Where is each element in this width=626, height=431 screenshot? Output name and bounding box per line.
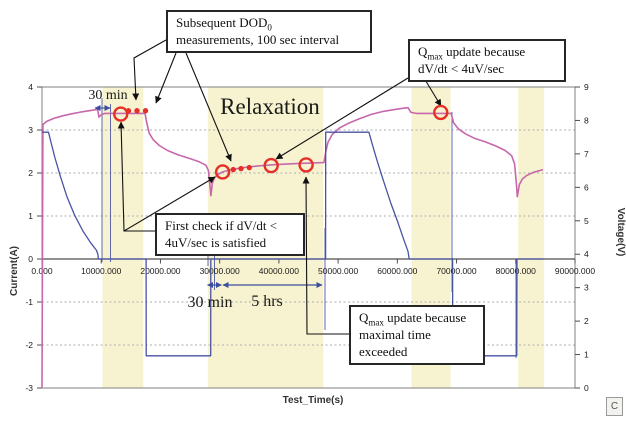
callout-line: measurements, 100 sec interval xyxy=(176,32,340,48)
svg-text:Voltage(V): Voltage(V) xyxy=(615,207,626,257)
svg-text:20000.000: 20000.000 xyxy=(140,266,181,276)
svg-text:0: 0 xyxy=(28,254,33,264)
svg-text:1: 1 xyxy=(584,349,589,360)
dod0-measurement-dot xyxy=(134,108,139,113)
svg-text:60000.000: 60000.000 xyxy=(377,266,418,276)
svg-text:6: 6 xyxy=(584,182,589,193)
callout-qmax-update-time xyxy=(349,305,485,365)
callout-line: $Q_{max}$ update because xyxy=(359,310,467,328)
callout-line: 4uV/sec is satisfied xyxy=(165,235,267,251)
svg-text:4: 4 xyxy=(584,249,589,260)
svg-text:50000.000: 50000.000 xyxy=(318,266,359,276)
svg-text:-3: -3 xyxy=(25,383,33,393)
dod0-measurement-dot xyxy=(247,165,252,170)
relaxation-band xyxy=(102,87,143,388)
svg-text:30 min: 30 min xyxy=(187,294,233,311)
svg-text:4: 4 xyxy=(28,82,33,92)
callout-line: Subsequent $DOD_0$ xyxy=(176,15,272,33)
svg-text:2: 2 xyxy=(584,316,589,327)
svg-text:Relaxation: Relaxation xyxy=(220,94,320,119)
svg-text:10000.000: 10000.000 xyxy=(81,266,122,276)
callout-first-check xyxy=(155,213,305,256)
svg-text:1: 1 xyxy=(28,211,33,221)
svg-text:0: 0 xyxy=(584,383,589,393)
svg-text:30 min: 30 min xyxy=(88,88,128,103)
svg-text:40000.000: 40000.000 xyxy=(258,266,299,276)
callout-line: dV/dt < 4uV/sec xyxy=(418,61,505,77)
svg-text:9: 9 xyxy=(584,82,589,92)
svg-text:3: 3 xyxy=(28,125,33,135)
callout-line: maximal time xyxy=(359,327,431,343)
dod0-measurement-dot xyxy=(238,166,243,171)
svg-text:-2: -2 xyxy=(25,340,33,350)
svg-text:2: 2 xyxy=(28,168,33,178)
callout-qmax-update-dvdt xyxy=(408,39,566,82)
leader-arrow xyxy=(156,53,176,103)
dod0-measurement-dot xyxy=(231,167,236,172)
dod0-measurement-dot xyxy=(126,108,131,113)
svg-text:5: 5 xyxy=(584,215,589,226)
corner-button[interactable]: C xyxy=(606,397,623,416)
dod0-measurement-dot xyxy=(143,108,148,113)
svg-text:5 hrs: 5 hrs xyxy=(251,293,283,310)
svg-text:90000.000: 90000.000 xyxy=(554,266,596,276)
svg-text:Test_Time(s): Test_Time(s) xyxy=(282,395,344,406)
svg-text:80000.000: 80000.000 xyxy=(495,266,536,276)
y-axis-left xyxy=(9,82,42,393)
svg-text:70000.000: 70000.000 xyxy=(436,266,477,276)
y-axis-right xyxy=(575,82,626,393)
svg-text:3: 3 xyxy=(584,282,589,293)
relaxation-band xyxy=(518,87,544,388)
svg-text:8: 8 xyxy=(584,115,589,126)
callout-line: $Q_{max}$ update because xyxy=(418,44,526,62)
svg-text:0.000: 0.000 xyxy=(31,266,53,276)
callout-line: exceeded xyxy=(359,344,408,360)
svg-text:7: 7 xyxy=(584,148,589,159)
svg-text:Current(A): Current(A) xyxy=(9,246,20,296)
svg-text:30000.000: 30000.000 xyxy=(199,266,240,276)
callout-line: First check if dV/dt < xyxy=(165,218,278,233)
svg-text:-1: -1 xyxy=(25,297,33,307)
callout-dod0-measurements xyxy=(166,10,372,53)
